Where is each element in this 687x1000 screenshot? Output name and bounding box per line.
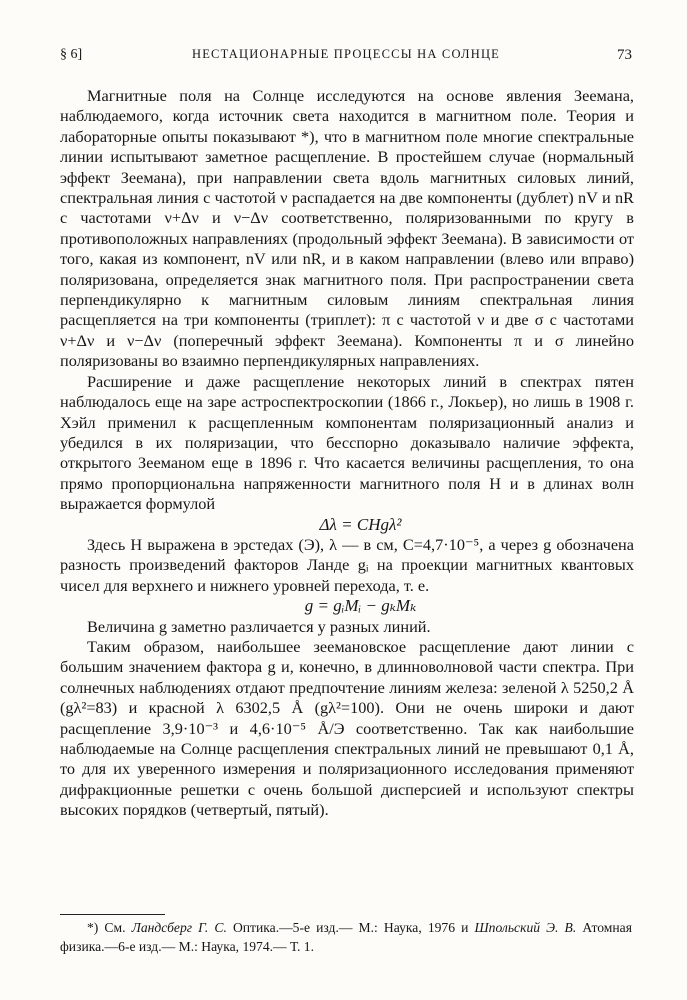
footnote-author-1: Ландсберг Г. С. <box>131 920 227 935</box>
section-marker: § 6] <box>60 47 83 62</box>
paragraph-g-varies: Величина g заметно различается у разных линий. <box>87 616 431 636</box>
paragraph-history: Расширение и даже расщепление некоторых линий в спектрах пятен наблюдалось еще на заре астроспектроскопии (1866 г., Локьер), но лишь в 1908 г. Хэйл применил к расщепленным компонентам поляризационный анализ и убедился в их поляризации, что бесспорно доказывало наличие эффекта, открытого Зееманом еще в 1896 г. Что касается величины расщепления, то она прямо пропорциональна напряженности магнитного поля H и в длинах волн выражается формулой <box>60 371 634 514</box>
footnote-author-2: Шпольский Э. В. <box>474 920 577 935</box>
page-number: 73 <box>617 47 632 63</box>
main-text <box>60 86 634 821</box>
page-header <box>60 47 632 69</box>
formula-lande-difference: g = gᵢMᵢ − gₖMₖ <box>304 596 417 616</box>
footnote <box>60 918 632 956</box>
footnote-source-2: Атомная физика.—6-е изд.— М.: Наука, 1974.— Т. 1. <box>60 920 632 954</box>
formula-zeeman-splitting: Δλ = CHgλ² <box>319 514 402 534</box>
paragraph-iron-lines: Таким образом, наибольшее зеемановское расщепление дают линии с большим значением фактора g и, конечно, в длинноволновой части спектра. При солнечных наблюдениях отдают предпочтение линиям железа: зеленой λ 5250,2 Å (gλ²=83) и красной λ 6302,5 Å (gλ²=100). Они не очень широки и дают расщепление 3,9·10⁻³ и 4,6·10⁻⁵ Å/Э соответственно. Так как наибольшие наблюдаемые на Солнце расщепления спектральных линий не превышают 0,1 Å, то для их уверенного измерения и поляризационного исследования применяют дифракционные решетки с очень большой дисперсией и используют спектры высоких порядков (четвертый, пятый). <box>60 636 634 820</box>
footnote-divider <box>60 914 165 915</box>
footnote-source-1: Оптика.—5-е изд.— М.: Наука, 1976 и <box>232 920 469 935</box>
running-title: НЕСТАЦИОНАРНЫЕ ПРОЦЕССЫ НА СОЛНЦЕ <box>191 47 501 61</box>
paragraph-definitions: Здесь H выражена в эрстедах (Э), λ — в см, C=4,7·10⁻⁵, а через g обозначена разность произведений факторов Ланде gᵢ на проекции магнитных квантовых чисел для верхнего и нижнего уровней перехода, т. е. <box>60 534 634 595</box>
paragraph-zeeman-effect: Магнитные поля на Солнце исследуются на основе явления Зеемана, наблюдаемого, когда источник света находится в магнитном поле. Теория и лабораторные опыты показывают *), что в магнитном поле многие спектральные линии испытывают заметное расщепление. В простейшем случае (нормальный эффект Зеемана), при направлении света вдоль магнитных силовых линий, спектральная линия с частотой ν распадается на две компоненты (дублет) nV и nR с частотами ν+Δν и ν−Δν соответственно, поляризованными по кругу в противоположных направлениях (продольный эффект Зеемана). В зависимости от того, какая из компонент, nV или nR, и в каком направлении (влево или вправо) поляризована, определяется знак магнитного поля. При распространении света перпендикулярно к магнитным силовым линиям спектральная линия расщепляется на три компоненты (триплет): π с частотой ν и две σ с частотами ν+Δν и ν−Δν (поперечный эффект Зеемана). Компоненты π и σ линейно поляризованы во взаимно перпендикулярных направлениях. <box>60 86 634 371</box>
footnote-marker: *) См. <box>87 920 126 935</box>
